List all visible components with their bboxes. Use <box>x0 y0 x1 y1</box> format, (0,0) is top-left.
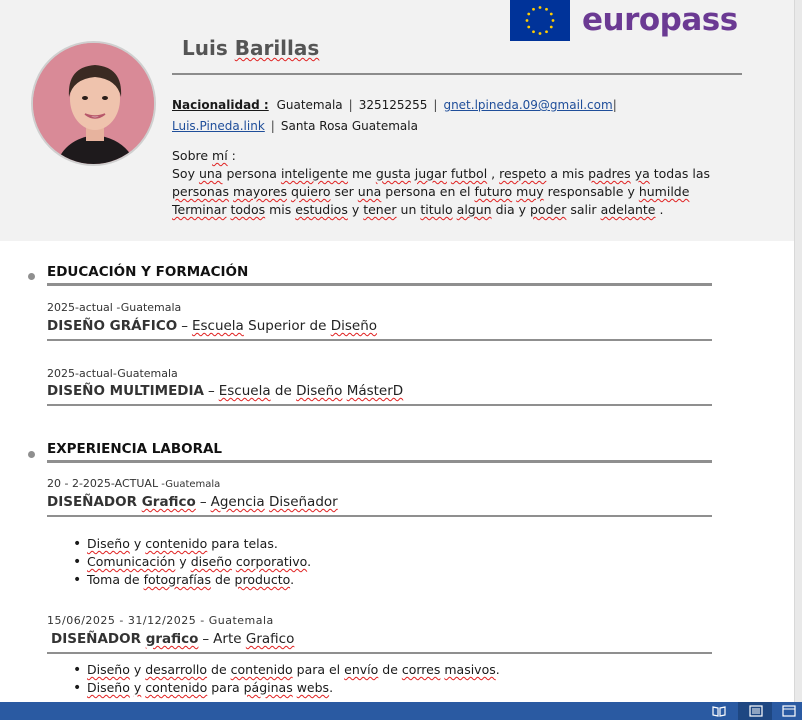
email-link[interactable]: gnet.lpineda.09@gmail.com <box>443 98 613 112</box>
print-layout-icon[interactable] <box>749 705 763 717</box>
section-bullet <box>28 273 35 280</box>
list-item: • Diseño y contenido para telas. <box>87 535 311 553</box>
education-meta: 2025-actual -Guatemala <box>47 301 182 314</box>
europass-logo-text: europass <box>582 2 738 38</box>
list-item: • Toma de fotografías de producto. <box>87 571 311 589</box>
education-section-title: EDUCACIÓN Y FORMACIÓN <box>47 264 249 280</box>
header-divider <box>172 73 742 75</box>
web-layout-icon[interactable] <box>782 705 796 717</box>
first-name: Luis <box>182 36 228 60</box>
education-entry-title: DISEÑO GRÁFICO – Escuela Superior de Diseño <box>47 318 378 334</box>
experience-entry-rule <box>47 652 712 654</box>
nationality-label: Nacionalidad : <box>172 98 269 112</box>
contact-line-1: Nacionalidad : Guatemala | 325125255 | gnet.lpineda.09@gmail.com| <box>172 98 617 112</box>
about-line-2: personas mayores quiero ser una persona en el futuro muy responsable y humilde <box>172 184 690 199</box>
cv-header <box>0 0 795 241</box>
education-entry-title: DISEÑO MULTIMEDIA – Escuela de Diseño MásterD <box>47 383 404 399</box>
website-link[interactable]: Luis.Pineda.link <box>172 119 265 133</box>
contact-line-2: Luis.Pineda.link | Santa Rosa Guatemala <box>172 119 418 133</box>
read-mode-icon[interactable] <box>712 705 726 717</box>
phone-number: 325125255 <box>358 98 428 112</box>
about-heading: Sobre mí : <box>172 148 236 163</box>
about-text <box>172 165 737 219</box>
location: Santa Rosa Guatemala <box>280 119 418 133</box>
education-entry-rule <box>47 404 712 406</box>
task-list <box>87 535 311 589</box>
about-line-1: Soy una persona inteligente me gusta jugar futbol , respeto a mis padres ya todas las <box>172 166 710 181</box>
last-name: Barillas <box>234 36 320 60</box>
experience-rule <box>47 460 712 463</box>
education-meta: 2025-actual-Guatemala <box>47 367 178 380</box>
person-name <box>182 36 319 60</box>
eu-flag-icon <box>510 0 570 41</box>
task-list <box>87 661 500 697</box>
status-bar <box>0 702 802 720</box>
list-item: • Diseño y desarrollo de contenido para el envío de corres masivos. <box>87 661 500 679</box>
experience-meta: 15/06/2025 - 31/12/2025 - Guatemala <box>47 614 274 627</box>
scroll-gutter <box>795 0 802 702</box>
education-rule <box>47 283 712 286</box>
experience-section-title: EXPERIENCIA LABORAL <box>47 441 223 457</box>
experience-entry-title: DISEÑADOR grafico – Arte Grafico <box>51 631 295 647</box>
section-bullet <box>28 451 35 458</box>
experience-entry-title: DISEÑADOR Grafico – Agencia Diseñador <box>47 494 338 510</box>
education-entry-rule <box>47 339 712 341</box>
list-item: • Comunicación y diseño corporativo. <box>87 553 311 571</box>
nationality-value: Guatemala <box>276 98 343 112</box>
about-line-3: Terminar todos mis estudios y tener un titulo algun dia y poder salir adelante . <box>172 202 664 217</box>
profile-photo <box>31 41 156 166</box>
experience-meta: 20 - 2-2025-ACTUAL -Guatemala <box>47 477 221 490</box>
experience-entry-rule <box>47 515 712 517</box>
list-item: • Diseño y contenido para páginas webs. <box>87 679 500 697</box>
